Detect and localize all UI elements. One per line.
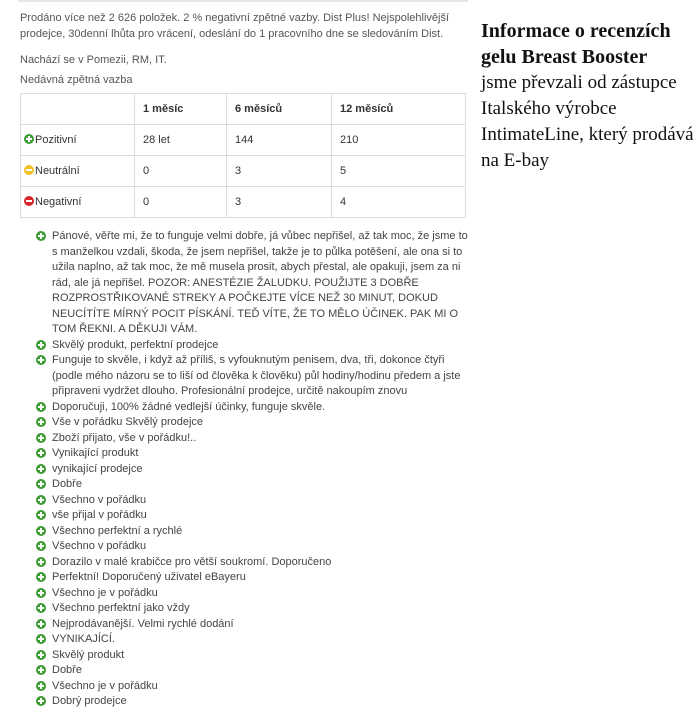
list-item: [36, 586, 476, 602]
header-cell-6-months: 6 měsíců: [227, 94, 332, 125]
feedback-row-positive: [21, 125, 466, 156]
plus-circle-icon: [36, 495, 46, 505]
comment-text: Doporučuji, 100% žádné vedlejší účinky, funguje skvěle.: [52, 400, 326, 413]
seller-feedback-panel: [20, 7, 470, 710]
list-item: [36, 229, 476, 338]
table-cell: 4: [332, 187, 466, 218]
comment-text: Vše v pořádku Skvělý prodejce: [52, 416, 204, 428]
feedback-row-negative: [21, 187, 466, 218]
feedback-comments-list: [36, 229, 476, 710]
list-item: [36, 431, 476, 447]
comment-text: Vynikající produkt: [52, 447, 139, 459]
table-cell: 0: [135, 156, 227, 187]
list-item: [36, 617, 476, 633]
list-item: [36, 601, 476, 617]
list-item: [36, 508, 476, 524]
seller-location: Nachází se v Pomezii, RM, IT.: [20, 54, 167, 66]
sidebar-title: Informace o recenzích gelu Breast Booster: [481, 20, 671, 68]
top-divider: [18, 0, 468, 2]
recent-feedback-heading: Nedávná zpětná vazba: [20, 74, 133, 86]
plus-circle-icon: [36, 526, 46, 536]
list-item: [36, 338, 476, 354]
table-cell: 3: [227, 156, 332, 187]
comment-text: Všechno je v pořádku: [52, 586, 158, 599]
table-cell: 5: [332, 156, 466, 187]
comment-text: Funguje to skvěle, i když až příliš, s vyfouknutým penisem, dva, tři, dokonce čtyři (podle mého názoru se to liší od člověka k člověku) půl hodiny/hodinu předem a jste připraveni vydržet dlouho. Profesionální prodejce, určitě nakoupím znovu: [52, 354, 461, 397]
plus-circle-icon: [24, 134, 34, 144]
header-cell-1-month: 1 měsíc: [135, 94, 227, 125]
row-label: Negativní: [35, 196, 82, 208]
plus-circle-icon: [36, 402, 46, 412]
comment-text: Nejprodávanější. Velmi rychlé dodání: [52, 617, 234, 630]
comment-text: Všechno v pořádku: [52, 540, 147, 552]
comment-text: Všechno je v pořádku: [52, 679, 158, 692]
minus-circle-icon: [24, 196, 34, 206]
list-item: [36, 462, 476, 478]
list-item: [36, 524, 476, 540]
feedback-table: [20, 93, 466, 218]
list-item: [36, 539, 476, 555]
table-cell: 0: [135, 187, 227, 218]
comment-text: vše přijal v pořádku: [52, 509, 147, 521]
list-item: [36, 477, 476, 493]
minus-circle-icon: [24, 165, 34, 175]
comment-text: VYNIKAJÍCÍ.: [52, 633, 115, 645]
comment-text: Zboží přijato, vše v pořádku!..: [52, 431, 197, 444]
plus-circle-icon: [36, 588, 46, 598]
seller-summary: Prodáno více než 2 626 položek. 2 % negativní zpětné vazby. Dist Plus! Nejspolehlivější prodejce, 30denní lhůta pro vrácení, odeslání do 1 pracovního dne se sledováním Dist.: [20, 12, 450, 40]
comment-text: Pánové, věřte mi, že to funguje velmi dobře, já vůbec nepřišel, až tak moc, že jsme to s manželkou vzdali, škoda, že jsem nepřišel, takže je to půlka potěšení, ale ona si to užila naplno, až tak moc, že mě musela prosit, abych přestal, ale opakuji, jsem za ni rád, ale já nepřišel. POZOR: ANESTÉZIE ŽALUDKU. POUŽIJTE 3 DOBŘE ROZPROSTŘIKOVANÉ STREKY A POČKEJTE VÍCE NEŽ 30 MINUT, DOKUD NEUCÍTÍTE MÍRNÝ POCIT PÍSKÁNÍ. TEĎ VÍTE, ŽE TO MĚLO ÚČINEK. PAK MI O TOM ŘEKNI. A DĚKUJI VÁM.: [52, 230, 468, 335]
list-item: [36, 632, 476, 648]
plus-circle-icon: [36, 417, 46, 427]
plus-circle-icon: [36, 355, 46, 365]
comment-text: Všechno perfektní a rychlé: [52, 524, 183, 537]
header-cell-12-months: 12 měsíců: [332, 94, 466, 125]
plus-circle-icon: [36, 696, 46, 706]
comment-text: Dorazilo v malé krabičce pro větší soukromí. Doporučeno: [52, 555, 332, 568]
plus-circle-icon: [36, 557, 46, 567]
plus-circle-icon: [36, 464, 46, 474]
plus-circle-icon: [36, 541, 46, 551]
comment-text: Všechno perfektní jako vždy: [52, 602, 190, 614]
comment-text: vynikající prodejce: [52, 462, 143, 475]
feedback-row-neutral: [21, 156, 466, 187]
feedback-table-header: [21, 94, 466, 125]
plus-circle-icon: [36, 603, 46, 613]
comment-text: Perfektní! Doporučený uživatel eBayeru: [52, 571, 246, 583]
list-item: [36, 648, 476, 664]
plus-circle-icon: [36, 479, 46, 489]
plus-circle-icon: [36, 665, 46, 675]
review-info-sidebar: [481, 18, 696, 174]
table-cell: 28 let: [135, 125, 227, 156]
list-item: [36, 353, 476, 400]
header-cell: [21, 94, 135, 125]
list-item: [36, 570, 476, 586]
plus-circle-icon: [36, 448, 46, 458]
plus-circle-icon: [36, 681, 46, 691]
comment-text: Dobrý prodejce: [52, 695, 127, 707]
list-item: [36, 663, 476, 679]
comment-text: Dobře: [52, 664, 82, 676]
plus-circle-icon: [36, 340, 46, 350]
plus-circle-icon: [36, 510, 46, 520]
list-item: [36, 694, 476, 710]
table-cell: 144: [227, 125, 332, 156]
list-item: [36, 493, 476, 509]
plus-circle-icon: [36, 572, 46, 582]
table-cell: 210: [332, 125, 466, 156]
comment-text: Skvělý produkt: [52, 648, 125, 661]
sidebar-body: jsme převzali od zástupce Italského výrobce IntimateLine, který prodává na E-bay: [481, 72, 694, 171]
plus-circle-icon: [36, 231, 46, 241]
plus-circle-icon: [36, 433, 46, 443]
plus-circle-icon: [36, 650, 46, 660]
list-item: [36, 555, 476, 571]
list-item: [36, 679, 476, 695]
table-cell: 3: [227, 187, 332, 218]
list-item: [36, 446, 476, 462]
comment-text: Dobře: [52, 478, 82, 490]
row-label: Pozitivní: [35, 134, 77, 146]
comment-text: Všechno v pořádku: [52, 493, 147, 506]
plus-circle-icon: [36, 634, 46, 644]
row-label: Neutrální: [35, 165, 80, 177]
list-item: [36, 415, 476, 431]
plus-circle-icon: [36, 619, 46, 629]
list-item: [36, 400, 476, 416]
comment-text: Skvělý produkt, perfektní prodejce: [52, 338, 219, 351]
